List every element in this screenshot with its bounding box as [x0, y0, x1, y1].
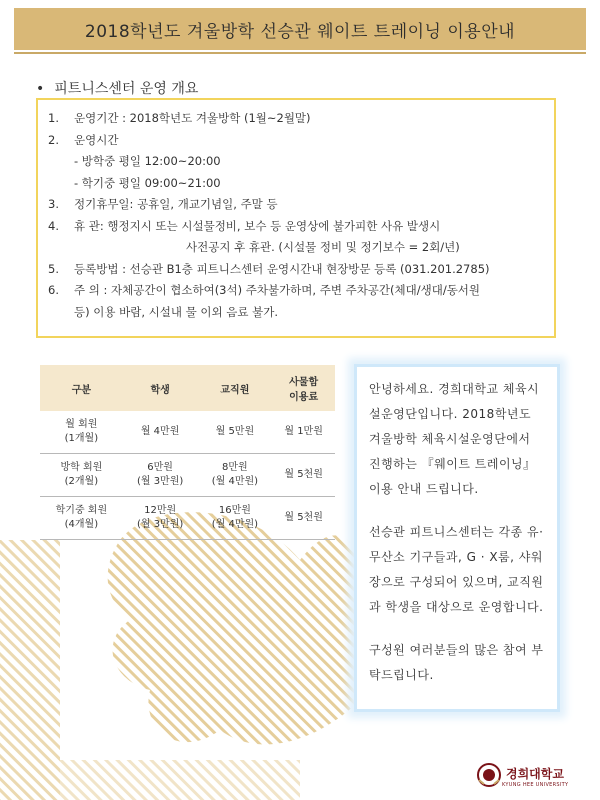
- table-cell: 12만원 (월 3만원): [123, 497, 198, 540]
- table-cell: 8만원 (월 4만원): [198, 454, 273, 497]
- table-cell: 월 4만원: [123, 411, 198, 454]
- table-header-row: [40, 365, 335, 411]
- info-line-5: [48, 259, 546, 281]
- table-row: [40, 454, 335, 497]
- table-header: 구분: [40, 365, 123, 411]
- logo-name: 경희대학교: [506, 766, 564, 781]
- fee-table: [40, 365, 335, 540]
- table-cell: 방학 회원 (2개월): [40, 454, 123, 497]
- table-cell: 월 5천원: [272, 454, 335, 497]
- info-line-4: [48, 216, 546, 238]
- info-line-4b: 사전공지 후 휴관. (시설물 정비 및 정기보수 = 2회/년): [186, 240, 460, 254]
- section-heading: [36, 78, 198, 98]
- university-emblem-icon: [476, 762, 502, 788]
- description-paragraph: 구성원 여러분들의 많은 참여 부탁드립니다.: [369, 643, 544, 682]
- description-box: [354, 364, 560, 712]
- info-num: 5.: [48, 261, 59, 276]
- table-header: 사물함 이용료: [272, 365, 335, 411]
- table-cell: 6만원 (월 3만원): [123, 454, 198, 497]
- info-text: 휴 관: 행정지시 또는 시설물정비, 보수 등 운영상에 불가피한 사유 발생시: [74, 218, 441, 233]
- table-cell: 월 5만원: [198, 411, 273, 454]
- table-cell: 학기중 회원 (4개월): [40, 497, 123, 540]
- title-bar: [14, 8, 586, 50]
- page-title: 2018학년도 겨울방학 선승관 웨이트 트레이닝 이용안내: [84, 21, 516, 42]
- table-cell: 월 회원 (1개월): [40, 411, 123, 454]
- info-line-2b: - 학기중 평일 09:00~21:00: [74, 175, 221, 190]
- info-num: 6.: [48, 283, 59, 297]
- info-line-2: [48, 130, 546, 152]
- info-text: 등록방법 : 선승관 B1층 피트니스센터 운영시간내 현장방문 등록 (031.201.2785): [74, 261, 490, 276]
- info-text: 운영시간: [74, 132, 119, 147]
- university-logo: [476, 762, 568, 788]
- table-cell: 월 1만원: [272, 411, 335, 454]
- logo-subtitle: KYUNG HEE UNIVERSITY: [502, 781, 569, 788]
- info-line-6b: 등) 이용 바람, 시설내 물 이외 음료 불가.: [74, 304, 279, 319]
- info-num: 1.: [48, 111, 59, 125]
- table-cell: 16만원 (월 4만원): [198, 497, 273, 540]
- info-line-1: [48, 108, 546, 130]
- info-box: [36, 98, 556, 338]
- info-num: 3.: [48, 197, 59, 211]
- table-header: 교직원: [198, 365, 273, 411]
- info-text: 주 의 : 자체공간이 협소하여(3석) 주차불가하며, 주변 주차공간(체대/생대/동서원: [74, 283, 481, 297]
- description-paragraph: 안녕하세요. 경희대학교 체육시설운영단입니다. 2018학년도 겨울방학 체육시설운영단에서 진행하는 『웨이트 트레이닝』 이용 안내 드립니다.: [369, 382, 540, 496]
- table-row: [40, 411, 335, 454]
- table-cell: 월 5천원: [272, 497, 335, 540]
- table-header: 학생: [123, 365, 198, 411]
- info-line-3: [48, 194, 546, 216]
- info-line-6: [48, 280, 546, 302]
- info-text: 운영기간 : 2018학년도 겨울방학 (1월~2월말): [74, 111, 311, 125]
- section-heading-text: 피트니스센터 운영 개요: [54, 81, 199, 97]
- info-num: 4.: [48, 218, 59, 233]
- bullet-icon: •: [36, 81, 45, 97]
- info-text: 정기휴무일: 공휴일, 개교기념일, 주말 등: [74, 197, 278, 211]
- title-divider: [14, 52, 586, 54]
- info-num: 2.: [48, 132, 59, 147]
- info-line-2a: - 방학중 평일 12:00~20:00: [74, 154, 221, 168]
- table-row: [40, 497, 335, 540]
- description-paragraph: 선승관 피트니스센터는 각종 유·무산소 기구들과, G · X룸, 샤워장으로 구성되어 있으며, 교직원과 학생을 대상으로 운영합니다.: [369, 525, 544, 614]
